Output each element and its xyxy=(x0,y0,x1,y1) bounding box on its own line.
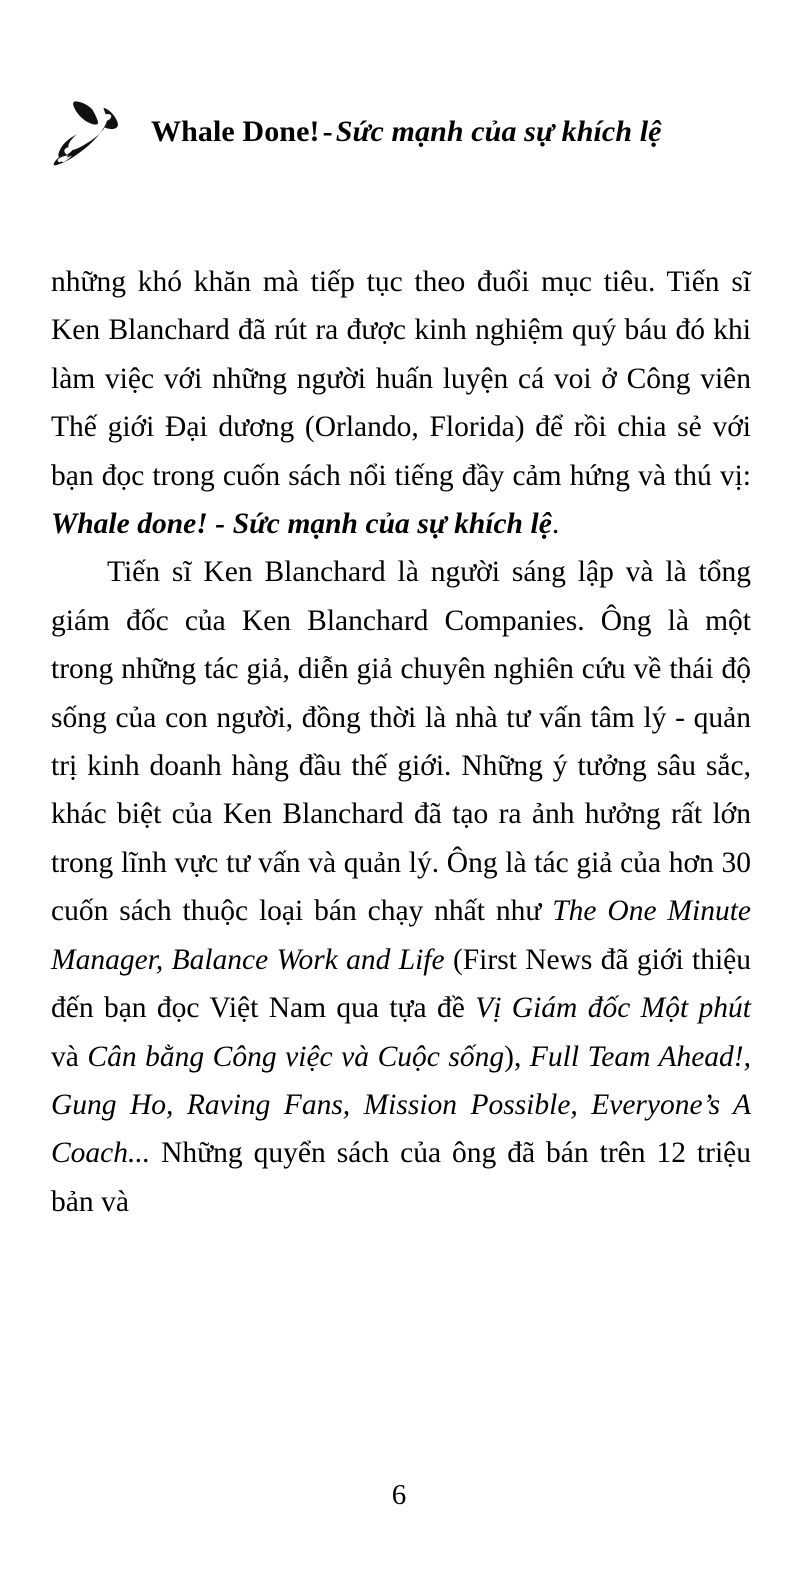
text-run: và xyxy=(51,1040,88,1073)
text-run: Cân bằng Công việc và Cuộc sống xyxy=(87,1040,505,1073)
text-run: Những quyển sách của ông đã bán trên 12 triệu bản và xyxy=(51,1137,751,1218)
header-title xyxy=(151,116,662,148)
text-run: Vị Giám đốc Một phút xyxy=(475,992,751,1025)
text-run: . xyxy=(551,508,560,541)
paragraph-1 xyxy=(51,258,751,548)
header-title-main: Whale Done! xyxy=(151,115,320,149)
paragraph-2 xyxy=(51,548,751,1226)
page-running-header xyxy=(51,96,751,168)
header-title-subtitle: Sức mạnh của sự khích lệ xyxy=(335,115,662,149)
text-run: (First News đã giới thiệu đến bạn đọc Việt Nam qua tựa đề xyxy=(51,943,751,1025)
text-run: ), xyxy=(504,1040,530,1073)
body-text-column xyxy=(51,258,751,1226)
text-run: Whale done! - Sức mạnh của sự khích lệ xyxy=(51,508,552,541)
whale-orca-icon xyxy=(51,98,125,168)
text-run: Full Team Ahead!, Gung Ho, Raving Fans, Mission Possible, Everyone’s A Coach... xyxy=(51,1040,752,1170)
text-run: The One Minute Manager, Balance Work and Life xyxy=(51,895,751,976)
text-run: Tiến sĩ Ken Blanchard là người sáng lập và là tổng giám đốc của Ken Blanchard Companies. Ông là một trong những tác giả, diễn giả chuyên nghiên cứu về thái độ sống của con người, đồng thời là nhà tư vấn tâm lý - quản trị kinh doanh hàng đầu thế giới. Những ý tưởng sâu sắc, khác biệt của Ken Blanchard đã tạo ra ảnh hưởng rất lớn trong lĩnh vực tư vấn và quản lý. Ông là tác giả của hơn 30 cuốn sách thuộc loại bán chạy nhất như xyxy=(51,556,751,928)
header-title-separator: - xyxy=(322,115,333,149)
text-run: những khó khăn mà tiếp tục theo đuổi mục tiêu. Tiến sĩ Ken Blanchard đã rút ra được kinh nghiệm quý báu đó khi làm việc với những người huấn luyện cá voi ở Công viên Thế giới Đại dương (Orlando, Florida) để rồi chia sẻ với bạn đọc trong cuốn sách nổi tiếng đầy cảm hứng và thú vị: xyxy=(51,266,751,492)
page-number: 6 xyxy=(391,1479,407,1511)
